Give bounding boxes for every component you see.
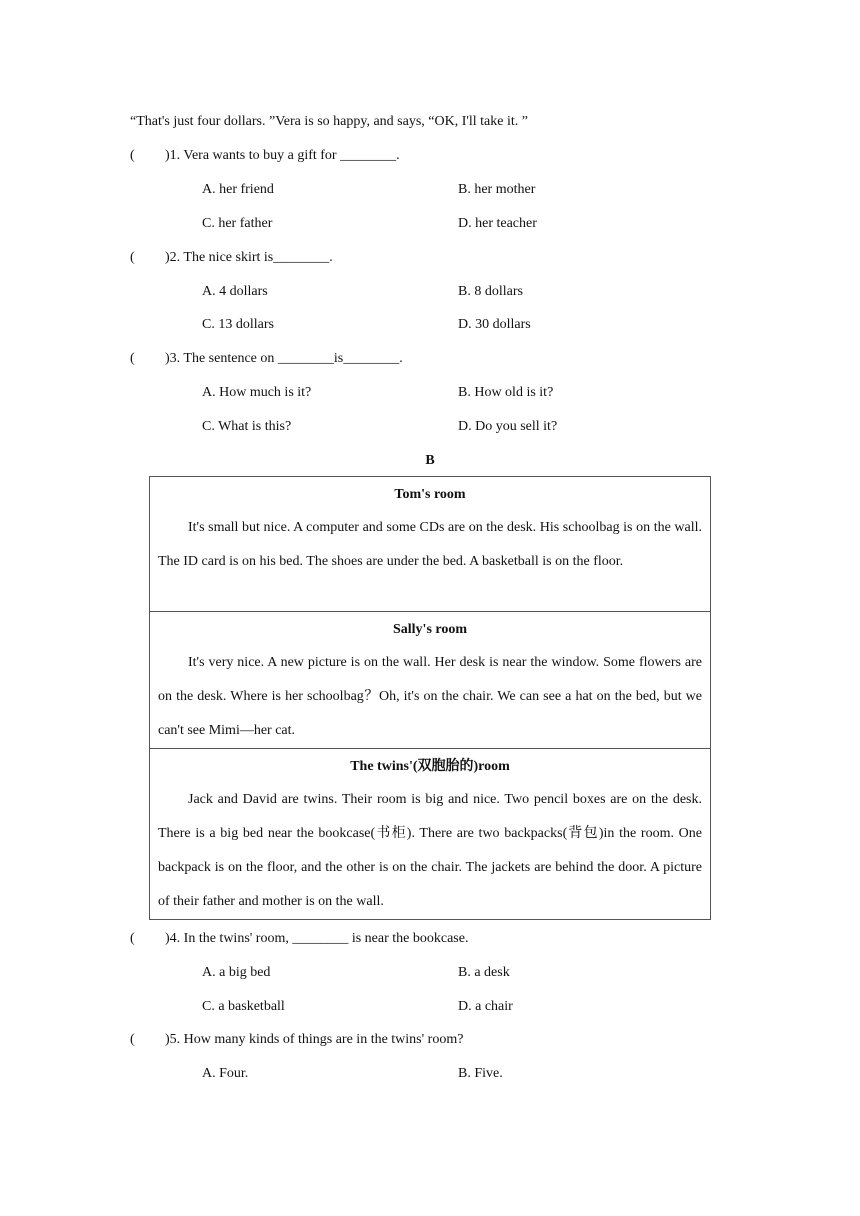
question-5-option-a: A. Four. <box>202 1066 249 1081</box>
question-5-paren: ( <box>130 1032 135 1047</box>
question-1-option-a: A. her friend <box>202 182 274 197</box>
question-4-option-d: D. a chair <box>458 999 513 1014</box>
question-3-stem: )3. The sentence on ________is________. <box>165 351 403 366</box>
question-3-paren: ( <box>130 351 135 366</box>
question-4-option-a: A. a big bed <box>202 965 271 980</box>
question-1-option-b: B. her mother <box>458 182 536 197</box>
rooms-table <box>149 476 711 920</box>
question-3-option-b: B. How old is it? <box>458 385 554 400</box>
question-4-option-c: C. a basketball <box>202 999 285 1014</box>
question-2-option-c: C. 13 dollars <box>202 317 274 332</box>
question-1-option-d: D. her teacher <box>458 216 537 231</box>
question-2-option-d: D. 30 dollars <box>458 317 531 332</box>
question-3-option-a: A. How much is it? <box>202 385 312 400</box>
question-2-option-a: A. 4 dollars <box>202 284 268 299</box>
section-b-heading: B <box>425 453 435 468</box>
room-text-tom: It's small but nice. A computer and some CDs are on the desk. His schoolbag is on the wall. The ID card is on his bed. The shoes are under the bed. A basketball is on the floor. <box>158 520 702 569</box>
room-cell-twins <box>150 749 711 920</box>
room-row-sally <box>150 612 711 749</box>
room-cell-tom <box>150 477 711 612</box>
room-row-twins <box>150 749 711 920</box>
question-4-option-b: B. a desk <box>458 965 510 980</box>
question-4-paren: ( <box>130 931 135 946</box>
room-row-tom <box>150 477 711 612</box>
question-1-option-c: C. her father <box>202 216 273 231</box>
question-5-option-b: B. Five. <box>458 1066 503 1081</box>
room-title-twins: The twins'(双胞胎的)room <box>350 759 510 774</box>
question-2-option-b: B. 8 dollars <box>458 284 523 299</box>
question-3-option-d: D. Do you sell it? <box>458 419 558 434</box>
room-text-sally: It's very nice. A new picture is on the wall. Her desk is near the window. Some flowers are on the desk. Where is her schoolbag？Oh, it's on the chair. We can see a hat on the bed, but we can't see Mimi—her cat. <box>158 655 702 738</box>
room-title-tom: Tom's room <box>394 487 466 502</box>
question-3-option-c: C. What is this? <box>202 419 292 434</box>
room-cell-sally <box>150 612 711 749</box>
question-4-stem: )4. In the twins' room, ________ is near the bookcase. <box>165 931 469 946</box>
question-1-stem: )1. Vera wants to buy a gift for ________. <box>165 148 400 163</box>
question-2-stem: )2. The nice skirt is________. <box>165 250 333 265</box>
question-2-paren: ( <box>130 250 135 265</box>
question-1-paren: ( <box>130 148 135 163</box>
intro-line: “That's just four dollars. ”Vera is so happy, and says, “OK, I'll take it. ” <box>130 114 528 129</box>
question-5-stem: )5. How many kinds of things are in the twins' room? <box>165 1032 464 1047</box>
room-title-sally: Sally's room <box>392 622 468 637</box>
room-text-twins: Jack and David are twins. Their room is big and nice. Two pencil boxes are on the desk. There is a big bed near the bookcase(书柜). There are two backpacks(背包)in the room. One backpack is on the floor, and the other is on the chair. The jackets are behind the door. A picture of their father and mother is on the wall. <box>158 792 702 909</box>
